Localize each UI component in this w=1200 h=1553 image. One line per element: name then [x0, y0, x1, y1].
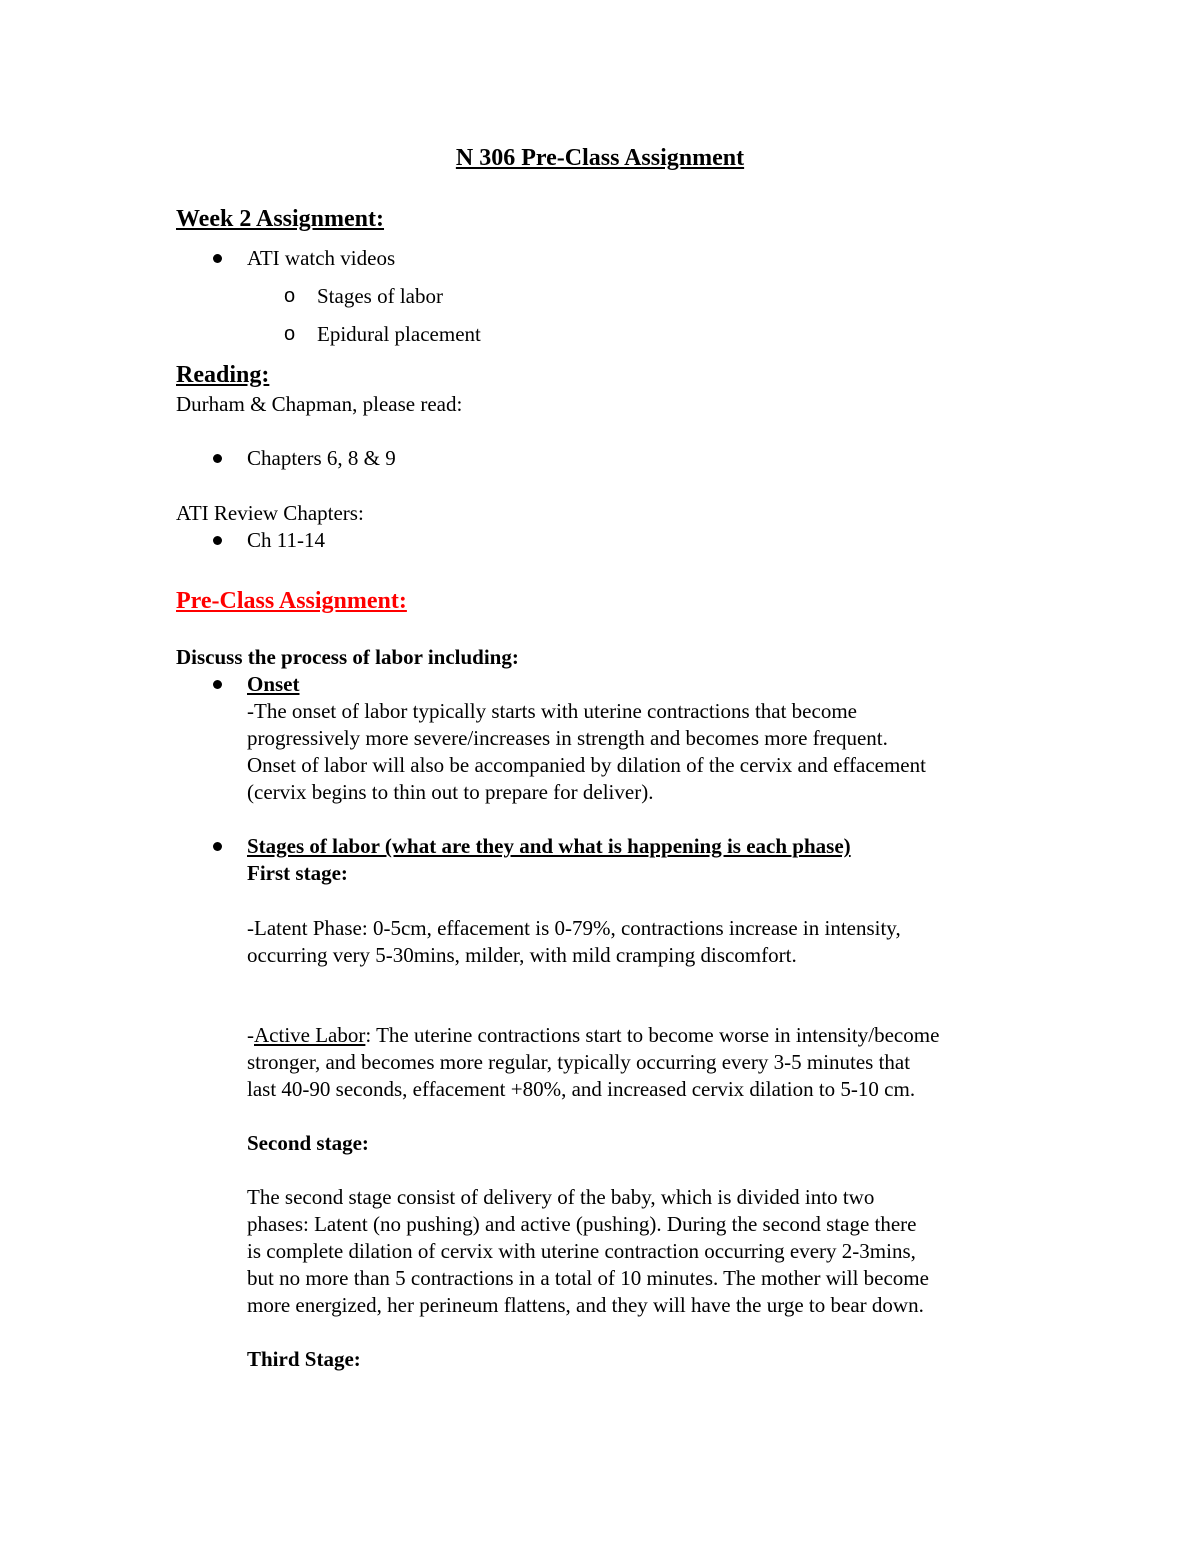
discuss-prompt: Discuss the process of labor including: [176, 645, 519, 669]
onset-line-4: (cervix begins to thin out to prepare for deliver). [247, 780, 654, 804]
second-line-5: more energized, her perineum flattens, and they will have the urge to bear down. [247, 1293, 924, 1317]
sub-bullet-icon: o [284, 285, 296, 307]
page-title: N 306 Pre-Class Assignment [455, 145, 745, 171]
onset-line-2: progressively more severe/increases in strength and becomes more frequent. [247, 726, 888, 750]
stages-label: Stages of labor (what are they and what is happening is each phase) [247, 834, 851, 858]
onset-label: Onset [247, 672, 300, 696]
second-line-3: is complete dilation of cervix with uterine contraction occurring every 2-3mins, [247, 1239, 916, 1263]
bullet-icon [213, 536, 222, 545]
second-line-1: The second stage consist of delivery of the baby, which is divided into two [247, 1185, 875, 1209]
onset-line-1: -The onset of labor typically starts with uterine contractions that become [247, 699, 857, 723]
ati-review-intro: ATI Review Chapters: [176, 501, 364, 525]
active-line-1 [247, 1022, 939, 1048]
reading-intro: Durham & Chapman, please read: [176, 392, 463, 416]
ati-watch-item-epidural: Epidural placement [317, 322, 481, 346]
active-line-2: stronger, and becomes more regular, typically occurring every 3-5 minutes that [247, 1050, 911, 1074]
onset-line-3: Onset of labor will also be accompanied by dilation of the cervix and effacement [247, 753, 926, 777]
ati-watch-label: ATI watch videos [247, 246, 396, 270]
active-labor-label: Active Labor [254, 1023, 366, 1047]
bullet-icon [213, 842, 222, 851]
second-line-2: phases: Latent (no pushing) and active (pushing). During the second stage there [247, 1212, 917, 1236]
bullet-icon [213, 680, 222, 689]
active-line-3: last 40-90 seconds, effacement +80%, and increased cervix dilation to 5-10 cm. [247, 1077, 916, 1101]
latent-line-2: occurring very 5-30mins, milder, with mild cramping discomfort. [247, 943, 797, 967]
bullet-icon [213, 254, 222, 263]
week-heading: Week 2 Assignment: [176, 206, 385, 232]
ati-watch-item-stages: Stages of labor [317, 284, 443, 308]
latent-line-1: -Latent Phase: 0-5cm, effacement is 0-79%, contractions increase in intensity, [247, 916, 901, 940]
reading-item-chapters: Chapters 6, 8 & 9 [247, 446, 396, 470]
second-stage-heading: Second stage: [247, 1131, 369, 1155]
first-stage-heading: First stage: [247, 861, 348, 885]
active-prefix: - [247, 1023, 254, 1047]
reading-heading: Reading: [176, 362, 270, 388]
sub-bullet-icon: o [284, 323, 296, 345]
preclass-heading: Pre-Class Assignment: [176, 588, 407, 614]
active-first-rest: : The uterine contractions start to become worse in intensity/become [365, 1023, 940, 1047]
ati-review-item: Ch 11-14 [247, 528, 325, 552]
second-line-4: but no more than 5 contractions in a total of 10 minutes. The mother will become [247, 1266, 929, 1290]
third-stage-heading: Third Stage: [247, 1347, 361, 1371]
bullet-icon [213, 454, 222, 463]
